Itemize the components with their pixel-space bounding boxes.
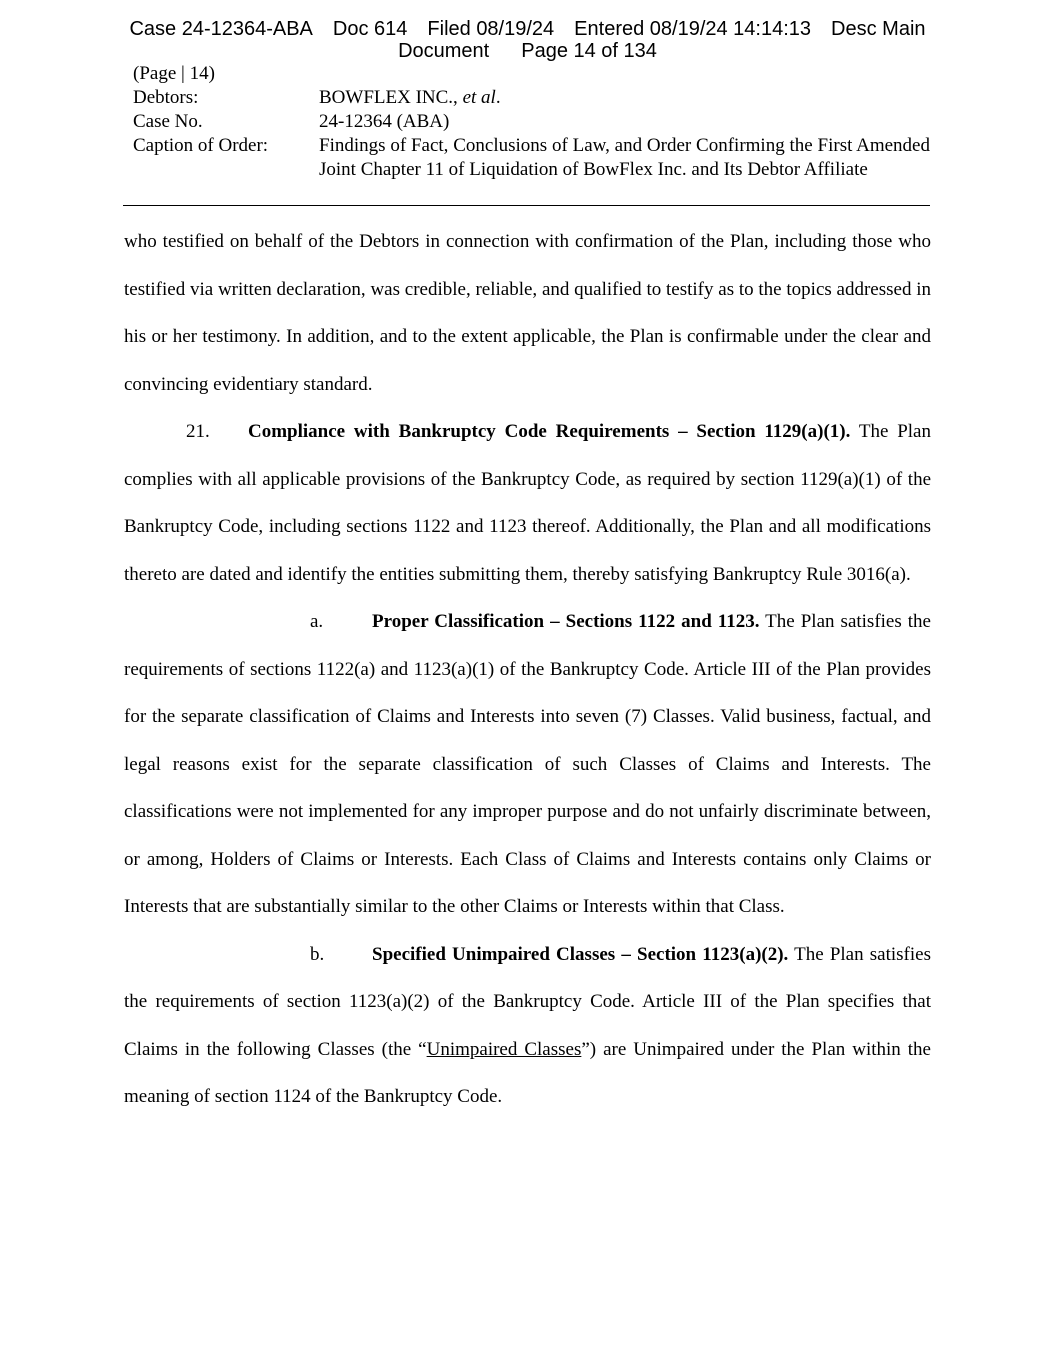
case-value: 24-12364 (ABA) (319, 111, 450, 132)
order-caption (133, 62, 930, 182)
entered-date: Entered 08/19/24 14:14:13 (574, 18, 812, 40)
subparagraph-heading: Proper Classification – Sections 1122 and 1123. (372, 611, 760, 632)
subparagraph-b (124, 931, 931, 1121)
debtors-label: Debtors: (133, 87, 199, 108)
defined-term: Unimpaired Classes (426, 1038, 582, 1060)
desc: Desc Main (831, 18, 926, 40)
filed-date: Filed 08/19/24 (427, 18, 555, 40)
subparagraph-text: The Plan satisfies the requirements of sections 1122(a) and 1123(a)(1) of the Bankruptcy Code. Article III of the Plan provides for the separate classification of Claims and Interests into seven (7) Classes. Valid business, factual, and legal reasons exist for the separate classification of such Classes of Claims and Interests. The classifications were not implemented for any improper purpose and do not unfairly discriminate between, or among, Holders of Claims or Interests. Each Class of Claims and Interests contains only Claims or Interests that are substantially similar to the other Claims or Interests within that Class. (124, 611, 931, 917)
subparagraph-heading: Specified Unimpaired Classes – Section 1123(a)(2). (372, 943, 789, 965)
ecf-header-line-2 (0, 40, 1055, 62)
order-caption-row (133, 134, 930, 182)
page-indicator: Page 14 of 134 (521, 40, 657, 62)
continued-paragraph: who testified on behalf of the Debtors in connection with confirmation of the Plan, including those who testified via written declaration, was credible, reliable, and qualified to testify as to the topics addressed in his or her testimony. In addition, and to the extent applicable, the Plan is confirmable under the clear and convincing evidentiary standard. (124, 231, 931, 395)
doc-number: Doc 614 (332, 18, 408, 40)
page-ref-row (133, 62, 930, 86)
et-al: et al (462, 87, 496, 108)
case-number: Case 24-12364-ABA (129, 18, 313, 40)
document-label: Document (398, 40, 490, 62)
case-row (133, 110, 930, 134)
order-caption-label: Caption of Order: (133, 135, 269, 156)
ecf-header-line-1 (0, 18, 1055, 40)
page-ref: (Page | 14) (133, 63, 215, 84)
debtors-value: BOWFLEX INC., et al. (319, 87, 501, 108)
debtors-row (133, 86, 930, 110)
order-caption-value: Findings of Fact, Conclusions of Law, and Order Confirming the First Amended Joint Chapter 11 of Liquidation of BowFlex Inc. and Its Debtor Affiliate (319, 135, 930, 180)
caption-divider (123, 205, 930, 206)
paragraph-heading: Compliance with Bankruptcy Code Requirements – Section 1129(a)(1). (248, 421, 851, 442)
subparagraph-letter: a. (310, 611, 324, 632)
subparagraph-text-2: ”) are Unimpaired under the Plan within the meaning of section 1124 of the Bankruptcy Code. (124, 1038, 931, 1107)
ecf-header-stamp (0, 18, 1055, 62)
paragraph-number: 21. (186, 421, 210, 442)
subparagraph-text-1: The Plan satisfies the requirements of section 1123(a)(2) of the Bankruptcy Code. Article III of the Plan specifies that Claims in the following Classes (the “ (124, 943, 931, 1060)
document-body (124, 218, 931, 1121)
paragraph-text: The Plan complies with all applicable provisions of the Bankruptcy Code, as required by section 1129(a)(1) of the Bankruptcy Code, including sections 1122 and 1123 thereof. Additionally, the Plan and all modifications thereto are dated and identify the entities submitting them, thereby satisfying Bankruptcy Rule 3016(a). (124, 421, 931, 585)
subparagraph-a (124, 598, 931, 931)
subparagraph-letter: b. (310, 943, 325, 965)
paragraph-21 (124, 408, 931, 598)
case-label: Case No. (133, 111, 203, 132)
